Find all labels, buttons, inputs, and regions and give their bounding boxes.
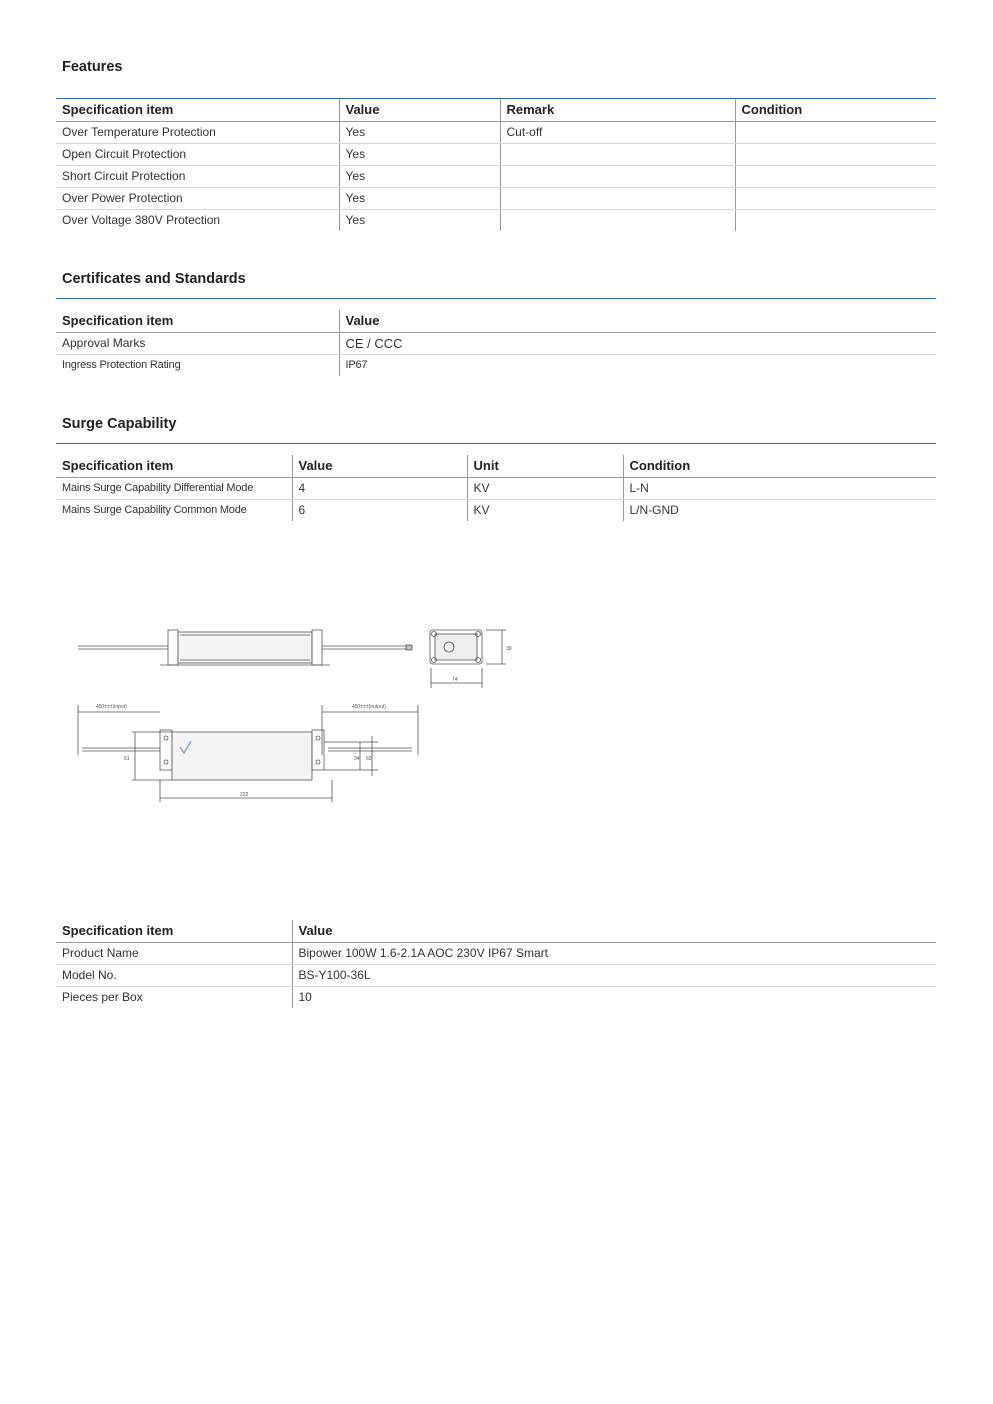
table-cell: Pieces per Box (62, 990, 143, 1004)
surge-rule (56, 443, 936, 444)
table-row (56, 478, 936, 500)
column-header: Specification item (56, 920, 292, 943)
surge-title: Surge Capability (62, 416, 177, 432)
table-cell (735, 210, 936, 232)
table-cell: Yes (339, 144, 500, 166)
table-cell: 10 (292, 987, 936, 1009)
column-header: Specification item (56, 455, 292, 478)
table-row (56, 965, 936, 987)
table-header-row (56, 920, 936, 943)
column-header: Value (339, 99, 500, 122)
table-cell (735, 188, 936, 210)
certificates-title: Certificates and Standards (62, 271, 246, 287)
table-cell (500, 144, 735, 166)
column-header: Remark (500, 99, 735, 122)
dim-height: 39 (506, 646, 512, 652)
table-row (56, 355, 936, 377)
table-cell: KV (467, 500, 623, 522)
driver-front-view (78, 705, 418, 802)
table-cell: Yes (339, 166, 500, 188)
table-cell: Over Voltage 380V Protection (62, 213, 221, 227)
column-header: Value (292, 920, 936, 943)
table-cell: Product Name (56, 943, 292, 965)
table-cell: 4 (292, 478, 467, 500)
column-header: Specification item (56, 99, 339, 122)
column-header: Specification item (56, 310, 339, 333)
table-cell (500, 210, 735, 232)
driver-end-view (430, 630, 506, 688)
table-row (56, 210, 936, 232)
dimension-drawing (60, 620, 520, 820)
dim-width: 74 (452, 677, 458, 683)
dim-b: 60 (366, 756, 372, 762)
table-cell: L/N-GND (623, 500, 936, 522)
driver-top-view (78, 630, 412, 665)
table-cell: Ingress Protection Rating (62, 359, 181, 371)
table-header-row (56, 455, 936, 478)
table-cell (735, 122, 936, 144)
table-header-row (56, 310, 936, 333)
features-title: Features (62, 59, 123, 75)
table-cell: Yes (339, 188, 500, 210)
column-header: Condition (735, 99, 936, 122)
product-table (56, 920, 936, 1008)
table-row (56, 987, 936, 1009)
table-row (56, 166, 936, 188)
dim-length: 222 (240, 792, 249, 798)
column-header: Value (339, 310, 936, 333)
column-header: Unit (467, 455, 623, 478)
dim-a: 34 (354, 756, 360, 762)
table-cell: L-N (623, 478, 936, 500)
table-cell: Mains Surge Capability Common Mode (62, 504, 247, 516)
surge-table (56, 455, 936, 521)
table-cell: Over Temperature Protection (56, 122, 339, 144)
table-row (56, 144, 936, 166)
table-cell (500, 166, 735, 188)
table-cell: CE / CCC (339, 333, 936, 355)
column-header: Value (292, 455, 467, 478)
table-cell: BS-Y100-36L (292, 965, 936, 987)
table-cell: Mains Surge Capability Differential Mode (56, 478, 292, 500)
table-cell: 6 (292, 500, 467, 522)
features-table (56, 99, 936, 231)
table-cell (500, 188, 735, 210)
table-row (56, 333, 936, 355)
table-row (56, 188, 936, 210)
table-row (56, 122, 936, 144)
table-cell (735, 166, 936, 188)
certificates-rule (56, 298, 936, 299)
table-cell: Approval Marks (56, 333, 339, 355)
table-row (56, 500, 936, 522)
table-cell: Yes (339, 122, 500, 144)
column-header: Condition (623, 455, 936, 478)
table-cell: Model No. (56, 965, 292, 987)
table-cell: KV (467, 478, 623, 500)
table-cell: Short Circuit Protection (56, 166, 339, 188)
table-cell: Open Circuit Protection (56, 144, 339, 166)
table-cell: Over Power Protection (56, 188, 339, 210)
table-cell (735, 144, 936, 166)
table-header-row (56, 99, 936, 122)
dim-input: 450±±±(input) (96, 704, 127, 710)
table-cell: Yes (339, 210, 500, 232)
certificates-table (56, 310, 936, 376)
table-cell: Cut-off (500, 122, 735, 144)
table-row (56, 943, 936, 965)
table-cell: IP67 (339, 355, 936, 377)
dim-side: 61 (124, 756, 130, 762)
table-cell: Bipower 100W 1.6-2.1A AOC 230V IP67 Smart (292, 943, 936, 965)
dim-output: 450±±±(output) (352, 704, 386, 710)
